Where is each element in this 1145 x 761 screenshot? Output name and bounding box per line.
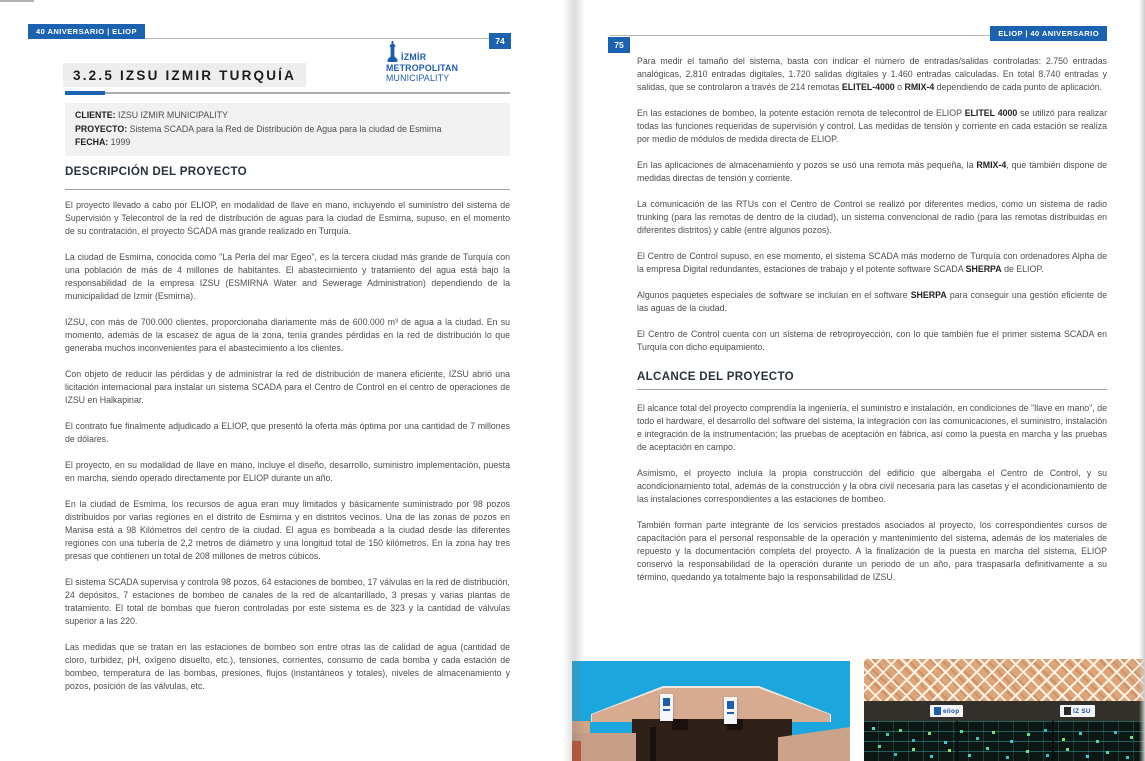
board-indicator-lights (872, 727, 875, 730)
paragraph: Para medir el tamaño del sistema, basta con indicar el número de entradas/salidas controladas: 2.750 entradas analógicas, 2.810 entradas digitales, 1.720 salidas digitales y 1.460 entradas calculadas. En total 8.740 entradas y salidas, que se controlaron a través de 214 remotas ELITEL-4000 o RMIX-4 dependiendo de cada punto de aplicación. (637, 56, 1107, 92)
header-rule-right (610, 35, 1000, 36)
logo-line-3: MUNICIPALITY (386, 73, 450, 83)
building-wall-left (572, 733, 636, 761)
eliop-logo-icon (934, 707, 941, 715)
photo-control-room (864, 659, 1145, 761)
building-entrance-shadow (632, 719, 792, 761)
title-rule-gray (65, 92, 510, 94)
page-left (0, 0, 572, 761)
logo-line-2: METROPOLITAN (386, 63, 459, 73)
board-seam (956, 721, 958, 761)
fecha-label: FECHA: (75, 137, 109, 147)
paragraph: IZSU, con más de 700.000 clientes, proporcionaba diariamente más de 600.000 m³ de agua a la ciudad. En su momento, además de la escasez de agua de la zona, tenía grandes pérdidas en la red de distribución lo que generaba muchos inconvenientes para el abastecimiento a los clientes. (65, 317, 510, 353)
eliop-banner (724, 697, 737, 724)
eliop-banner (660, 694, 673, 721)
paragraph: Asimismo, el proyecto incluía la propia construcción del edificio que albergaba el Centro de Control, y su acondicionamiento total, además de la construcción y la obra civil necesaria para las casetas y el acondicionamiento de las instalaciones correspondientes a las estaciones de bombeo. (637, 468, 1107, 504)
banner-logo-text (727, 712, 734, 714)
mimic-board (864, 721, 1145, 761)
paragraph: En la ciudad de Esmirna, los recursos de agua eran muy limitados y básicamente suministrado por 98 pozos distribuidos por varias regiones en el distrito de Esmirna y en distritos vecinos. Una de las zonas de pozos en Manisa está a 98 Kilómetros del centro de la ciudad. El agua es bombeada a la ciudad desde las diferentes regiones con una tubería de 2,2 metros de diámetro y una longitud total de 150 kilómetros. En la zona hay tres presas que contienen un total de 208 millones de metros cúbicos. (65, 499, 510, 561)
building-red-structure (572, 741, 581, 761)
info-row-cliente (75, 109, 500, 123)
scan-streak (0, 0, 34, 2)
paragraph: El proyecto, en su modalidad de llave en mano, incluye el diseño, desarrollo, suministro implementación, puesta en marcha, siendo operado directamente por ELIOP durante un año. (65, 460, 510, 483)
page-right (580, 0, 1145, 761)
paragraph: Las medidas que se tratan en las estaciones de bombeo son entre otras las de calidad de agua (cantidad de cloro, turbidez, pH, oxígeno disuelto, etc.), tensiones, corrientes, consumo de cada bomba y cada estación de bombeo, temperatura de las bombas, presiones, flujos (instantáneos y totales), niveles de almacenamiento y pozos, posición de las válvulas, etc. (65, 642, 510, 691)
clock-tower-icon (386, 41, 399, 62)
logo-line-1: İZMİR (401, 52, 427, 62)
paragraph: Algunos paquetes especiales de software se incluían en el software SHERPA para conseguir una gestión eficiente de las aguas de la ciudad. (637, 290, 1108, 313)
project-info-box (65, 103, 510, 156)
paragraph: El alcance total del proyecto comprendía la ingeniería, el suministro e instalación, en condiciones de "llave en mano", de todo el hardware, el desarrollo del software del sistema, la integración con las comunicaciones, el suministro, instalación e integración de la instrumentación; las pruebas de aceptación en fábrica, así como la puesta en marcha y las pruebas de aceptación en campo. (637, 403, 1107, 452)
eliop-sign (930, 705, 963, 717)
cliente-value: IZSU IZMIR MUNICIPALITY (115, 110, 228, 120)
paragraph: El Centro de Control supuso, en ese momento, el sistema SCADA más moderno de Turquía con ordenadores Alpha de la empresa Digital redundantes, estaciones de trabajo y el potente software SCADA SHERPA de ELIOP. (637, 251, 1107, 274)
paragraph: El contrato fue finalmente adjudicado a ELIOP, que presentó la oferta más óptima por una cantidad de 7 millones de dólares. (65, 421, 510, 444)
izmir-municipality-logo (386, 41, 458, 83)
izsu-logo-icon (1064, 707, 1071, 715)
paragraph: En las aplicaciones de almacenamiento y pozos se usó una remota más pequeña, la RMIX-4, que también dispone de medidas directas de tensión y corriente. (637, 160, 1107, 183)
paragraph: El proyecto llevado a cabo por ELIOP, en modalidad de llave en mano, incluyendo el suministro del sistema de Supervisión y Telecontrol de la red de distribución de aguas para la ciudad de Esmirna, supuso, en el momento de su contratación, el proyecto SCADA más grande realizado en Turquía. (65, 200, 510, 236)
page-header-badge-left: 40 ANIVERSARIO | ELIOP (28, 24, 145, 39)
paragraph: Con objeto de reducir las pérdidas y de administrar la red de distribución de manera eficiente, IZSU abrió una licitación internacional para instalar un sistema SCADA para el Centro de Control en el centro de operaciones de IZSU en Halkapinar. (65, 369, 510, 405)
page-number-badge-right: 75 (608, 37, 630, 53)
izsu-sign (1060, 705, 1095, 717)
building-window (650, 727, 656, 761)
fecha-value: 1999 (108, 137, 131, 147)
panel-header-band (864, 701, 1145, 721)
title-accent-bar (65, 91, 105, 95)
right-text-column (637, 55, 1107, 597)
banner-logo-icon (663, 698, 670, 706)
page-header-badge-right: ELIOP | 40 ANIVERSARIO (990, 26, 1107, 41)
left-text-column (65, 199, 510, 706)
section-heading-rule-left (65, 189, 510, 190)
photo-building-exterior (572, 661, 850, 761)
building-beam (672, 719, 688, 730)
building-fascia (592, 688, 830, 722)
proyecto-value: Sistema SCADA para la Red de Distribución de Agua para la ciudad de Esmirna (127, 123, 442, 134)
title-rule (65, 91, 510, 95)
paragraph: La comunicación de las RTUs con el Centro de Control se realizó por diferentes medios, como un sistema de radio trunking (para las remotas de dentro de la ciudad), un sistema convencional de radio (para las remotas distribuidas en diferentes distritos) y cable (entre algunos pozos). (637, 199, 1107, 235)
izsu-sign-label: IZ SU (1073, 707, 1091, 715)
section-heading-rule-right (637, 389, 1107, 390)
page-title: 3.2.5 IZSU IZMIR TURQUÍA (63, 63, 306, 87)
cliente-label: CLIENTE: (75, 110, 116, 120)
proyecto-label: PROYECTO: (75, 123, 128, 134)
banner-logo-icon (727, 701, 734, 709)
paragraph: En las estaciones de bombeo, la potente estación remota de telecontrol de ELIOP ELITEL 4000 se utilizó para realizar todas las funciones requeridas de supervisión y control. Las medidas de tensión y corriente en cada estación se realiza por medio de módulos de medida directa de ELIOP. (637, 108, 1108, 144)
board-indicator-lights (878, 745, 881, 748)
section-heading-alcance: ALCANCE DEL PROYECTO (637, 370, 794, 383)
board-seam (1052, 721, 1054, 761)
eliop-sign-label: eliop (943, 707, 960, 715)
coffered-ceiling (864, 659, 1145, 701)
paragraph: El sistema SCADA supervisa y controla 98 pozos, 64 estaciones de bombeo, 17 válvulas en la red de distribución, 24 depósitos, 7 estaciones de bombeo de canales de la red de alcantarillado, 3 presas y varias plantas de tratamiento. El total de bombas que fueron controladas por este sistema es de 323 y la cantidad de válvulas superior a las 220. (65, 577, 510, 626)
section-heading-descripcion: DESCRIPCIÓN DEL PROYECTO (65, 165, 247, 178)
info-row-fecha (75, 136, 500, 150)
info-row-proyecto (75, 123, 500, 137)
page-number-badge-left: 74 (489, 33, 511, 49)
paragraph: El Centro de Control cuenta con un sistema de retroproyección, con lo que también fue el primer sistema SCADA en Turquía con dicho equipamiento. (637, 329, 1107, 352)
paragraph: También forman parte integrante de los servicios prestados asociados al proyecto, los correspondientes cursos de capacitación para el personal responsable de la operación y mantenimiento del sistema, además de los materiales de repuesto y la documentación completa del proyecto. A la finalización de la puesta en marcha del sistema, ELIOP conservó la responsabilidad de la operación durante un periodo de un año, para traspasarla definitivamente a su término, quedando ya totalmente bajo la responsabilidad de IZSU. (637, 520, 1107, 582)
paragraph: La ciudad de Esmirna, conocida como "La Perla del mar Egeo", es la tercera ciudad más grande de Turquía con una población de más de 4 millones de habitantes. El abastecimiento y tratamiento del agua está bajo la responsabilidad de la empresa IZSU (ESMIRNA Water and Sewerage Administration) dependiendo de la municipalidad de Izmir (Esmirna). (65, 252, 510, 301)
banner-logo-text (663, 709, 670, 711)
